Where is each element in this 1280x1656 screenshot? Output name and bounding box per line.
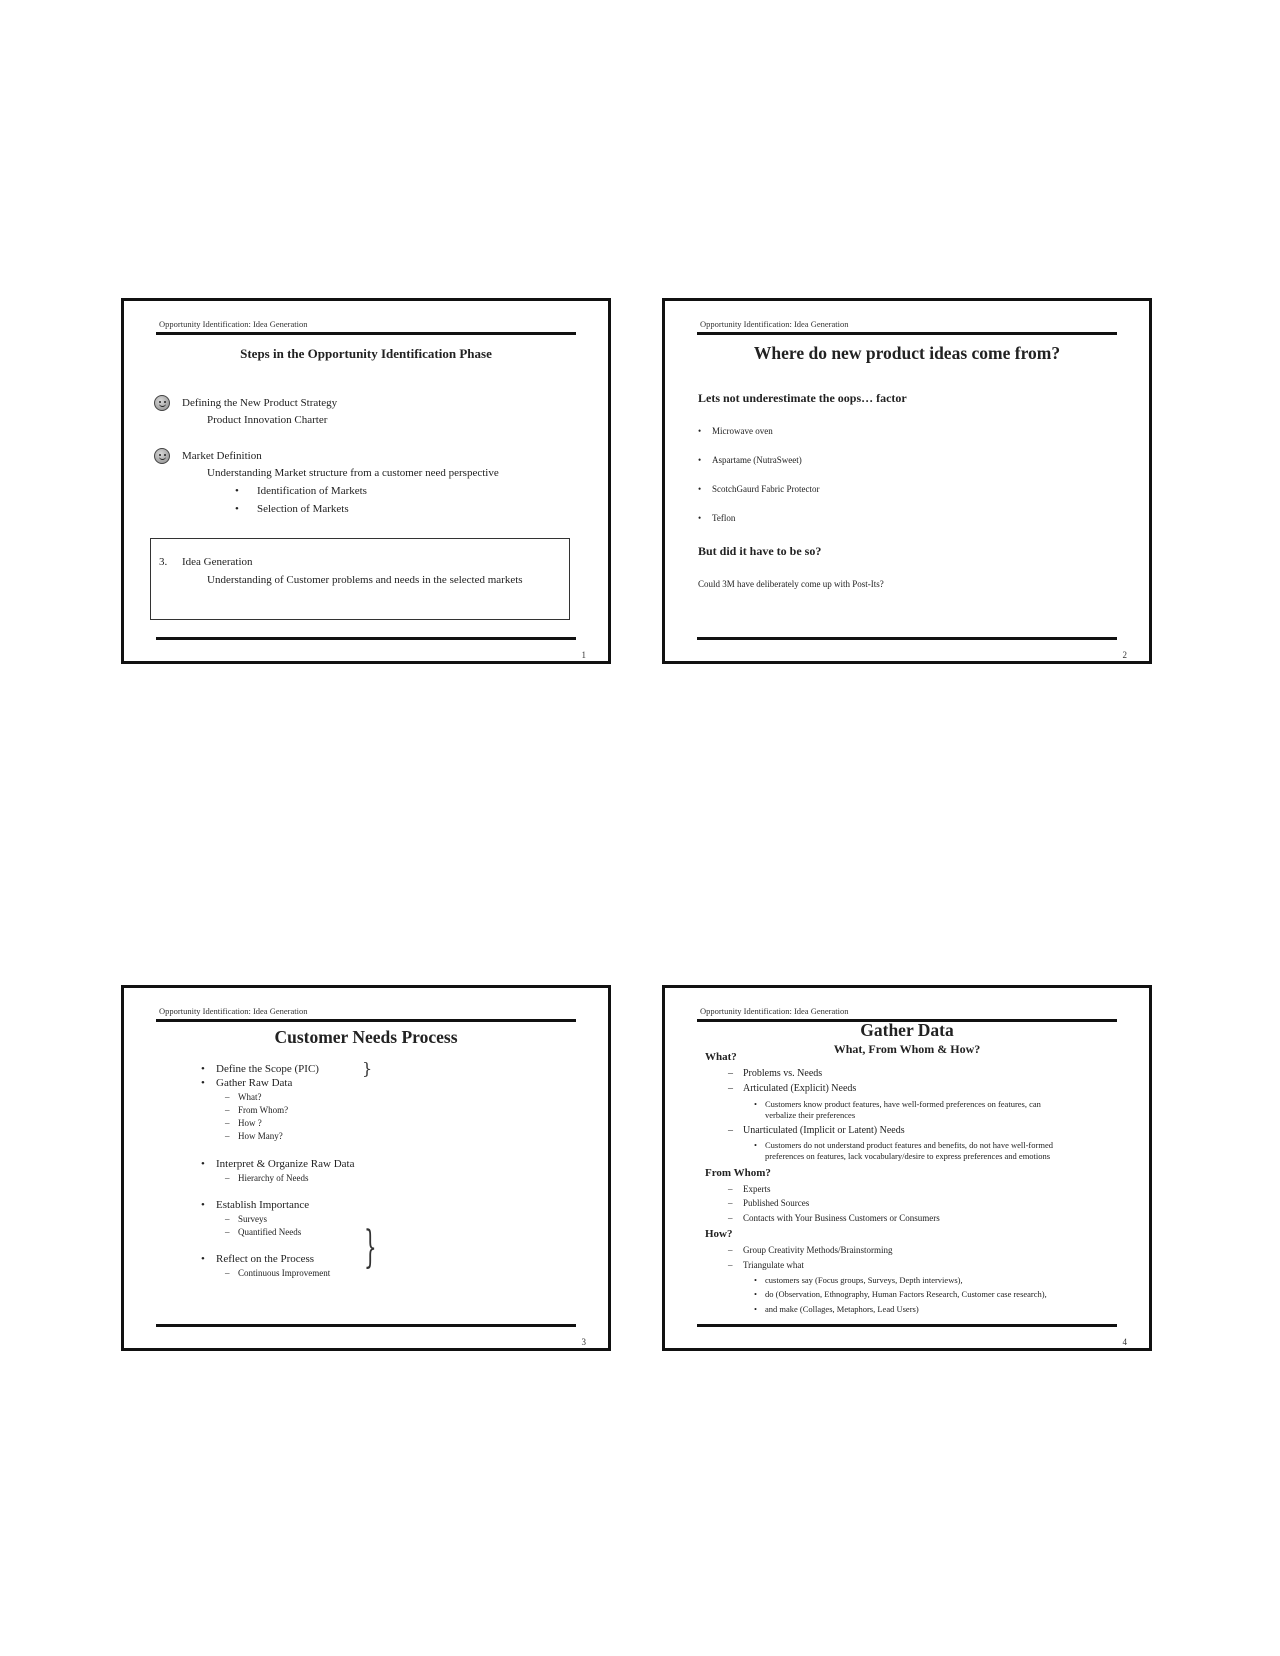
dash-icon: –: [728, 1125, 733, 1136]
step-3-sub: Understanding of Customer problems and needs in the selected markets: [207, 574, 523, 586]
slide-header: Opportunity Identification: Idea Generation: [700, 319, 849, 329]
smiley-icon: [154, 395, 170, 411]
step-3-label: Idea Generation: [182, 556, 253, 568]
list-item: Unarticulated (Implicit or Latent) Needs: [743, 1125, 905, 1136]
bullet-icon: •: [235, 485, 239, 497]
process-step: Establish Importance: [216, 1199, 310, 1211]
process-sub: What?: [238, 1092, 262, 1102]
slide-title: Customer Needs Process: [274, 1027, 458, 1047]
slide-header: Opportunity Identification: Idea Generation: [159, 319, 308, 329]
header-rule: [156, 332, 576, 335]
process-step: Define the Scope (PIC): [216, 1063, 319, 1075]
dash-icon: –: [225, 1268, 230, 1278]
bullet-icon: •: [201, 1158, 205, 1170]
list-item: Published Sources: [743, 1198, 810, 1208]
step-1-sub: Product Innovation Charter: [207, 414, 328, 426]
dash-icon: –: [728, 1083, 733, 1094]
step-2-bullet: Selection of Markets: [257, 503, 349, 515]
slide-title: Steps in the Opportunity Identification Phase: [240, 346, 492, 361]
slide-2: [662, 298, 1152, 664]
step-2-bullet: Identification of Markets: [257, 485, 367, 497]
note-line: do (Observation, Ethnography, Human Factors Research, Customer case research),: [765, 1289, 1047, 1299]
bullet-icon: •: [754, 1275, 757, 1285]
process-sub: Hierarchy of Needs: [238, 1173, 309, 1183]
brace-icon: }: [362, 1059, 373, 1078]
note-line: preferences on features, lack vocabulary/desire to express preferences and emotions: [765, 1151, 1051, 1161]
note-line: Customers do not understand product features and benefits, do not have well-formed: [765, 1140, 1053, 1150]
dash-icon: –: [728, 1260, 733, 1270]
dash-icon: –: [225, 1118, 230, 1128]
process-step: Gather Raw Data: [216, 1077, 293, 1089]
question-text: Could 3M have deliberately come up with Post-Its?: [698, 579, 884, 589]
page-number: 3: [581, 1337, 586, 1347]
step-3-number: 3.: [159, 556, 168, 568]
footer-rule: [156, 637, 576, 640]
bullet-icon: •: [698, 455, 702, 465]
header-rule: [156, 1019, 576, 1022]
dash-icon: –: [225, 1105, 230, 1115]
slide-header: Opportunity Identification: Idea Generation: [700, 1006, 849, 1016]
footer-rule: [697, 637, 1117, 640]
note-line: customers say (Focus groups, Surveys, Depth interviews),: [765, 1275, 963, 1285]
page-number: 1: [581, 650, 586, 660]
list-item: Microwave oven: [712, 426, 773, 436]
slide-title: Gather Data: [860, 1020, 954, 1040]
dash-icon: –: [728, 1184, 733, 1194]
process-step: Interpret & Organize Raw Data: [216, 1158, 355, 1170]
dash-icon: –: [225, 1227, 230, 1237]
process-sub: Quantified Needs: [238, 1227, 302, 1237]
process-sub: How ?: [238, 1118, 262, 1128]
bullet-icon: •: [201, 1199, 205, 1211]
slide-4: [662, 985, 1152, 1351]
step-2-sub: Understanding Market structure from a customer need perspective: [207, 467, 499, 479]
dash-icon: –: [225, 1214, 230, 1224]
list-item: Aspartame (NutraSweet): [712, 455, 802, 465]
note-line: Customers know product features, have well-formed preferences on features, can: [765, 1099, 1041, 1109]
list-item: Triangulate what: [743, 1260, 804, 1270]
bullet-icon: •: [754, 1289, 757, 1299]
slide-subtitle: What, From Whom & How?: [833, 1042, 981, 1056]
smiley-icon: [154, 448, 170, 464]
bullet-icon: •: [754, 1099, 757, 1109]
section-heading: Lets not underestimate the oops… factor: [698, 391, 907, 405]
dash-icon: –: [225, 1092, 230, 1102]
process-step: Reflect on the Process: [216, 1253, 315, 1265]
list-item: Contacts with Your Business Customers or Consumers: [743, 1213, 940, 1223]
step-1-label: Defining the New Product Strategy: [182, 397, 338, 409]
step-2-label: Market Definition: [182, 450, 262, 462]
slide-1: [121, 298, 611, 664]
list-item: Articulated (Explicit) Needs: [743, 1083, 857, 1094]
process-sub: Surveys: [238, 1214, 267, 1224]
dash-icon: –: [225, 1173, 230, 1183]
bullet-icon: •: [698, 484, 702, 494]
dash-icon: –: [728, 1213, 733, 1223]
bullet-icon: •: [235, 503, 239, 515]
section-heading: But did it have to be so?: [698, 544, 822, 558]
list-item: ScotchGaurd Fabric Protector: [712, 484, 820, 494]
bullet-icon: •: [698, 513, 702, 523]
process-sub: Continuous Improvement: [238, 1268, 331, 1278]
section-heading: What?: [705, 1051, 737, 1063]
bullet-icon: •: [201, 1077, 205, 1089]
list-item: Group Creativity Methods/Brainstorming: [743, 1245, 893, 1255]
section-heading: How?: [705, 1228, 733, 1240]
dash-icon: –: [225, 1131, 230, 1141]
bullet-icon: •: [201, 1063, 205, 1075]
slide-3: [121, 985, 611, 1351]
section-heading: From Whom?: [705, 1167, 771, 1179]
page-number: 2: [1122, 650, 1127, 660]
dash-icon: –: [728, 1198, 733, 1208]
list-item: Problems vs. Needs: [743, 1068, 823, 1079]
note-line: and make (Collages, Metaphors, Lead Users): [765, 1304, 919, 1314]
bullet-icon: •: [754, 1304, 757, 1314]
brace-icon: }: [364, 1222, 377, 1273]
list-item: Teflon: [712, 513, 736, 523]
note-line: verbalize their preferences: [765, 1110, 856, 1120]
bullet-icon: •: [201, 1253, 205, 1265]
slide-header: Opportunity Identification: Idea Generation: [159, 1006, 308, 1016]
process-sub: How Many?: [238, 1131, 283, 1141]
dash-icon: –: [728, 1068, 733, 1079]
process-sub: From Whom?: [238, 1105, 289, 1115]
header-rule: [697, 332, 1117, 335]
bullet-icon: •: [698, 426, 702, 436]
dash-icon: –: [728, 1245, 733, 1255]
footer-rule: [697, 1324, 1117, 1327]
footer-rule: [156, 1324, 576, 1327]
bullet-icon: •: [754, 1140, 757, 1150]
page-number: 4: [1122, 1337, 1127, 1347]
list-item: Experts: [743, 1184, 771, 1194]
slide-title: Where do new product ideas come from?: [753, 343, 1061, 363]
